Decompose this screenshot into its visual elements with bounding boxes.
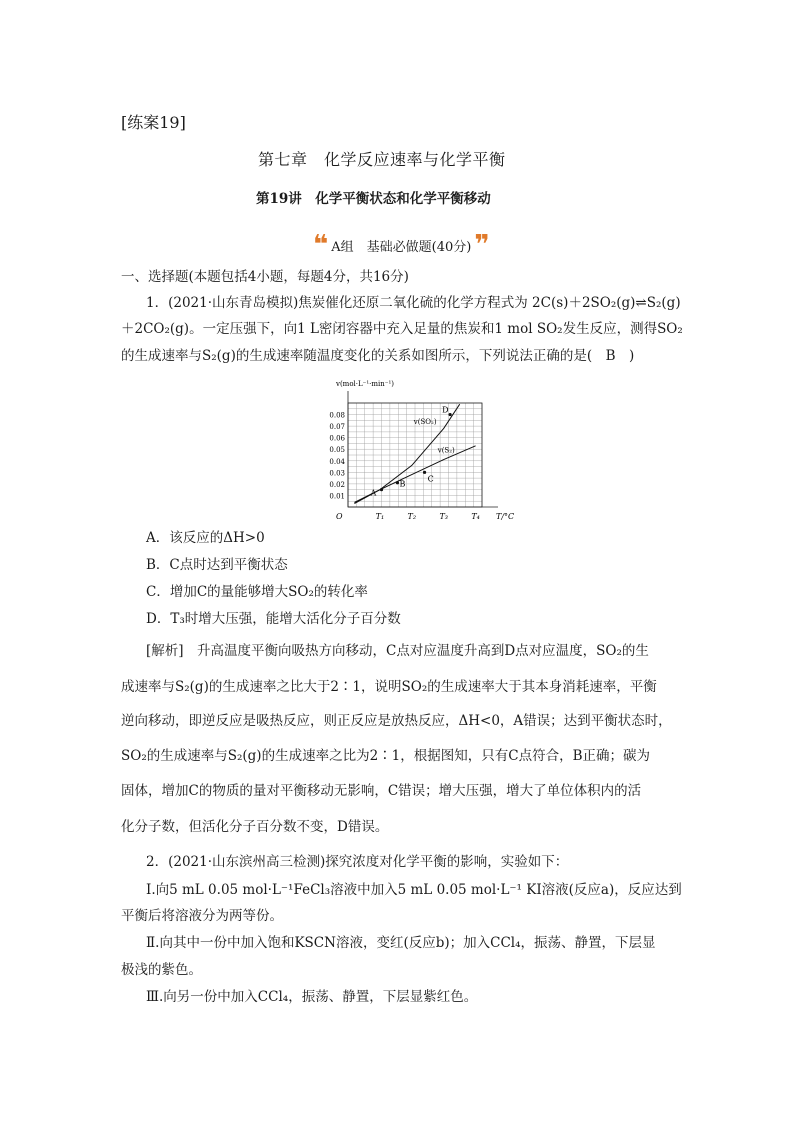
q2-step2-line2: 极浅的紫色。: [121, 962, 202, 978]
group-heading: [313, 230, 490, 260]
origin-label: O: [336, 512, 343, 521]
chapter-title: 第七章 化学反应速率与化学平衡: [258, 150, 506, 169]
point-c: [423, 471, 426, 474]
exercise-tag: [练案19]: [121, 113, 186, 132]
q1-option-a: A．该反应的ΔH>0: [146, 530, 265, 546]
x-axis-label: T/°C: [496, 512, 515, 521]
q1-option-c: C．增加C的量能够增大SO₂的转化率: [146, 584, 368, 600]
x-tick-label: T₂: [407, 512, 417, 521]
point-label-b: B: [399, 479, 406, 489]
close-quote-icon: ❞: [474, 230, 490, 260]
x-tick-label: T₄: [471, 512, 480, 521]
y-tick-label: 0.05: [329, 446, 345, 455]
point-d: [448, 413, 451, 416]
analysis-line: 化分子数，但活化分子百分数不变，D错误。: [121, 819, 389, 835]
x-tick-label: T₃: [439, 512, 448, 521]
point-label-a: A: [370, 488, 377, 498]
q2-step3: Ⅲ.向另一份中加入CCl₄，振荡、静置，下层显紫红色。: [146, 989, 478, 1005]
q1-stem-line3: 的生成速率与S₂(g)的生成速率随温度变化的关系如图所示，下列说法正确的是( B ): [121, 348, 635, 364]
y-tick-label: 0.01: [329, 492, 345, 501]
x-tick-label: T₁: [375, 512, 385, 521]
y-tick-label: 0.04: [329, 457, 345, 466]
q2-step1-line1: Ⅰ.向5 mL 0.05 mol·L⁻¹FeCl₃溶液中加入5 mL 0.05 mol·L⁻¹ KI溶液(反应a)，反应达到: [146, 882, 682, 898]
section-title: 一、选择题(本题包括4小题，每题4分，共16分): [121, 269, 409, 285]
q1-stem-line1: 1．(2021·山东青岛模拟)焦炭催化还原二氧化硫的化学方程式为 2C(s)＋2SO₂(g)⇌S₂(g): [146, 295, 681, 311]
point-a: [380, 488, 383, 491]
lecture-title: 第19讲 化学平衡状态和化学平衡移动: [256, 191, 491, 207]
y-tick-label: 0.02: [329, 480, 345, 489]
analysis-line: 逆向移动，即逆反应是吸热反应，则正反应是放热反应，ΔH<0，A错误；达到平衡状态时，: [121, 713, 672, 729]
analysis-line: 固体，增加C的物质的量对平衡移动无影响，C错误；增大压强，增大了单位体积内的活: [121, 783, 642, 799]
q2-step1-line2: 平衡后将溶液分为两等份。: [121, 908, 283, 924]
y-tick-label: 0.08: [329, 411, 345, 420]
group-title: A组 基础必做题(40分): [331, 239, 472, 255]
analysis-line: 成速率与S₂(g)的生成速率之比大于2∶1，说明SO₂的生成速率大于其本身消耗速率，平衡: [121, 679, 657, 695]
analysis-line: [解析] 升高温度平衡向吸热方向移动，C点对应温度升高到D点对应温度，SO₂的生: [146, 643, 649, 659]
open-quote-icon: ❝: [313, 230, 329, 260]
point-label-d: D: [442, 405, 449, 415]
series-label-so2: v(SO₂): [413, 417, 437, 426]
q2-stem: 2．(2021·山东滨州高三检测)探究浓度对化学平衡的影响，实验如下：: [146, 854, 569, 870]
q1-option-d: D．T₃时增大压强，能增大活化分子百分数: [146, 611, 401, 627]
rate-temperature-chart: [326, 374, 516, 522]
q1-option-b: B．C点时达到平衡状态: [146, 557, 288, 573]
y-axis-label: v(mol·L⁻¹·min⁻¹): [336, 380, 394, 388]
y-tick-label: 0.06: [329, 434, 345, 443]
analysis-line: SO₂的生成速率与S₂(g)的生成速率之比为2∶1，根据图知，只有C点符合，B正确；碳为: [121, 748, 650, 764]
series-label-s2: v(S₂): [437, 446, 455, 455]
q2-step2-line1: Ⅱ.向其中一份中加入饱和KSCN溶液，变红(反应b)；加入CCl₄，振荡、静置，下层显: [146, 935, 656, 951]
point-label-c: C: [427, 474, 434, 484]
q1-stem-line2: ＋2CO₂(g)。一定压强下，向1 L密闭容器中充入足量的焦炭和1 mol SO₂发生反应，测得SO₂: [121, 321, 683, 337]
y-tick-label: 0.03: [329, 469, 345, 478]
y-tick-label: 0.07: [329, 423, 345, 432]
